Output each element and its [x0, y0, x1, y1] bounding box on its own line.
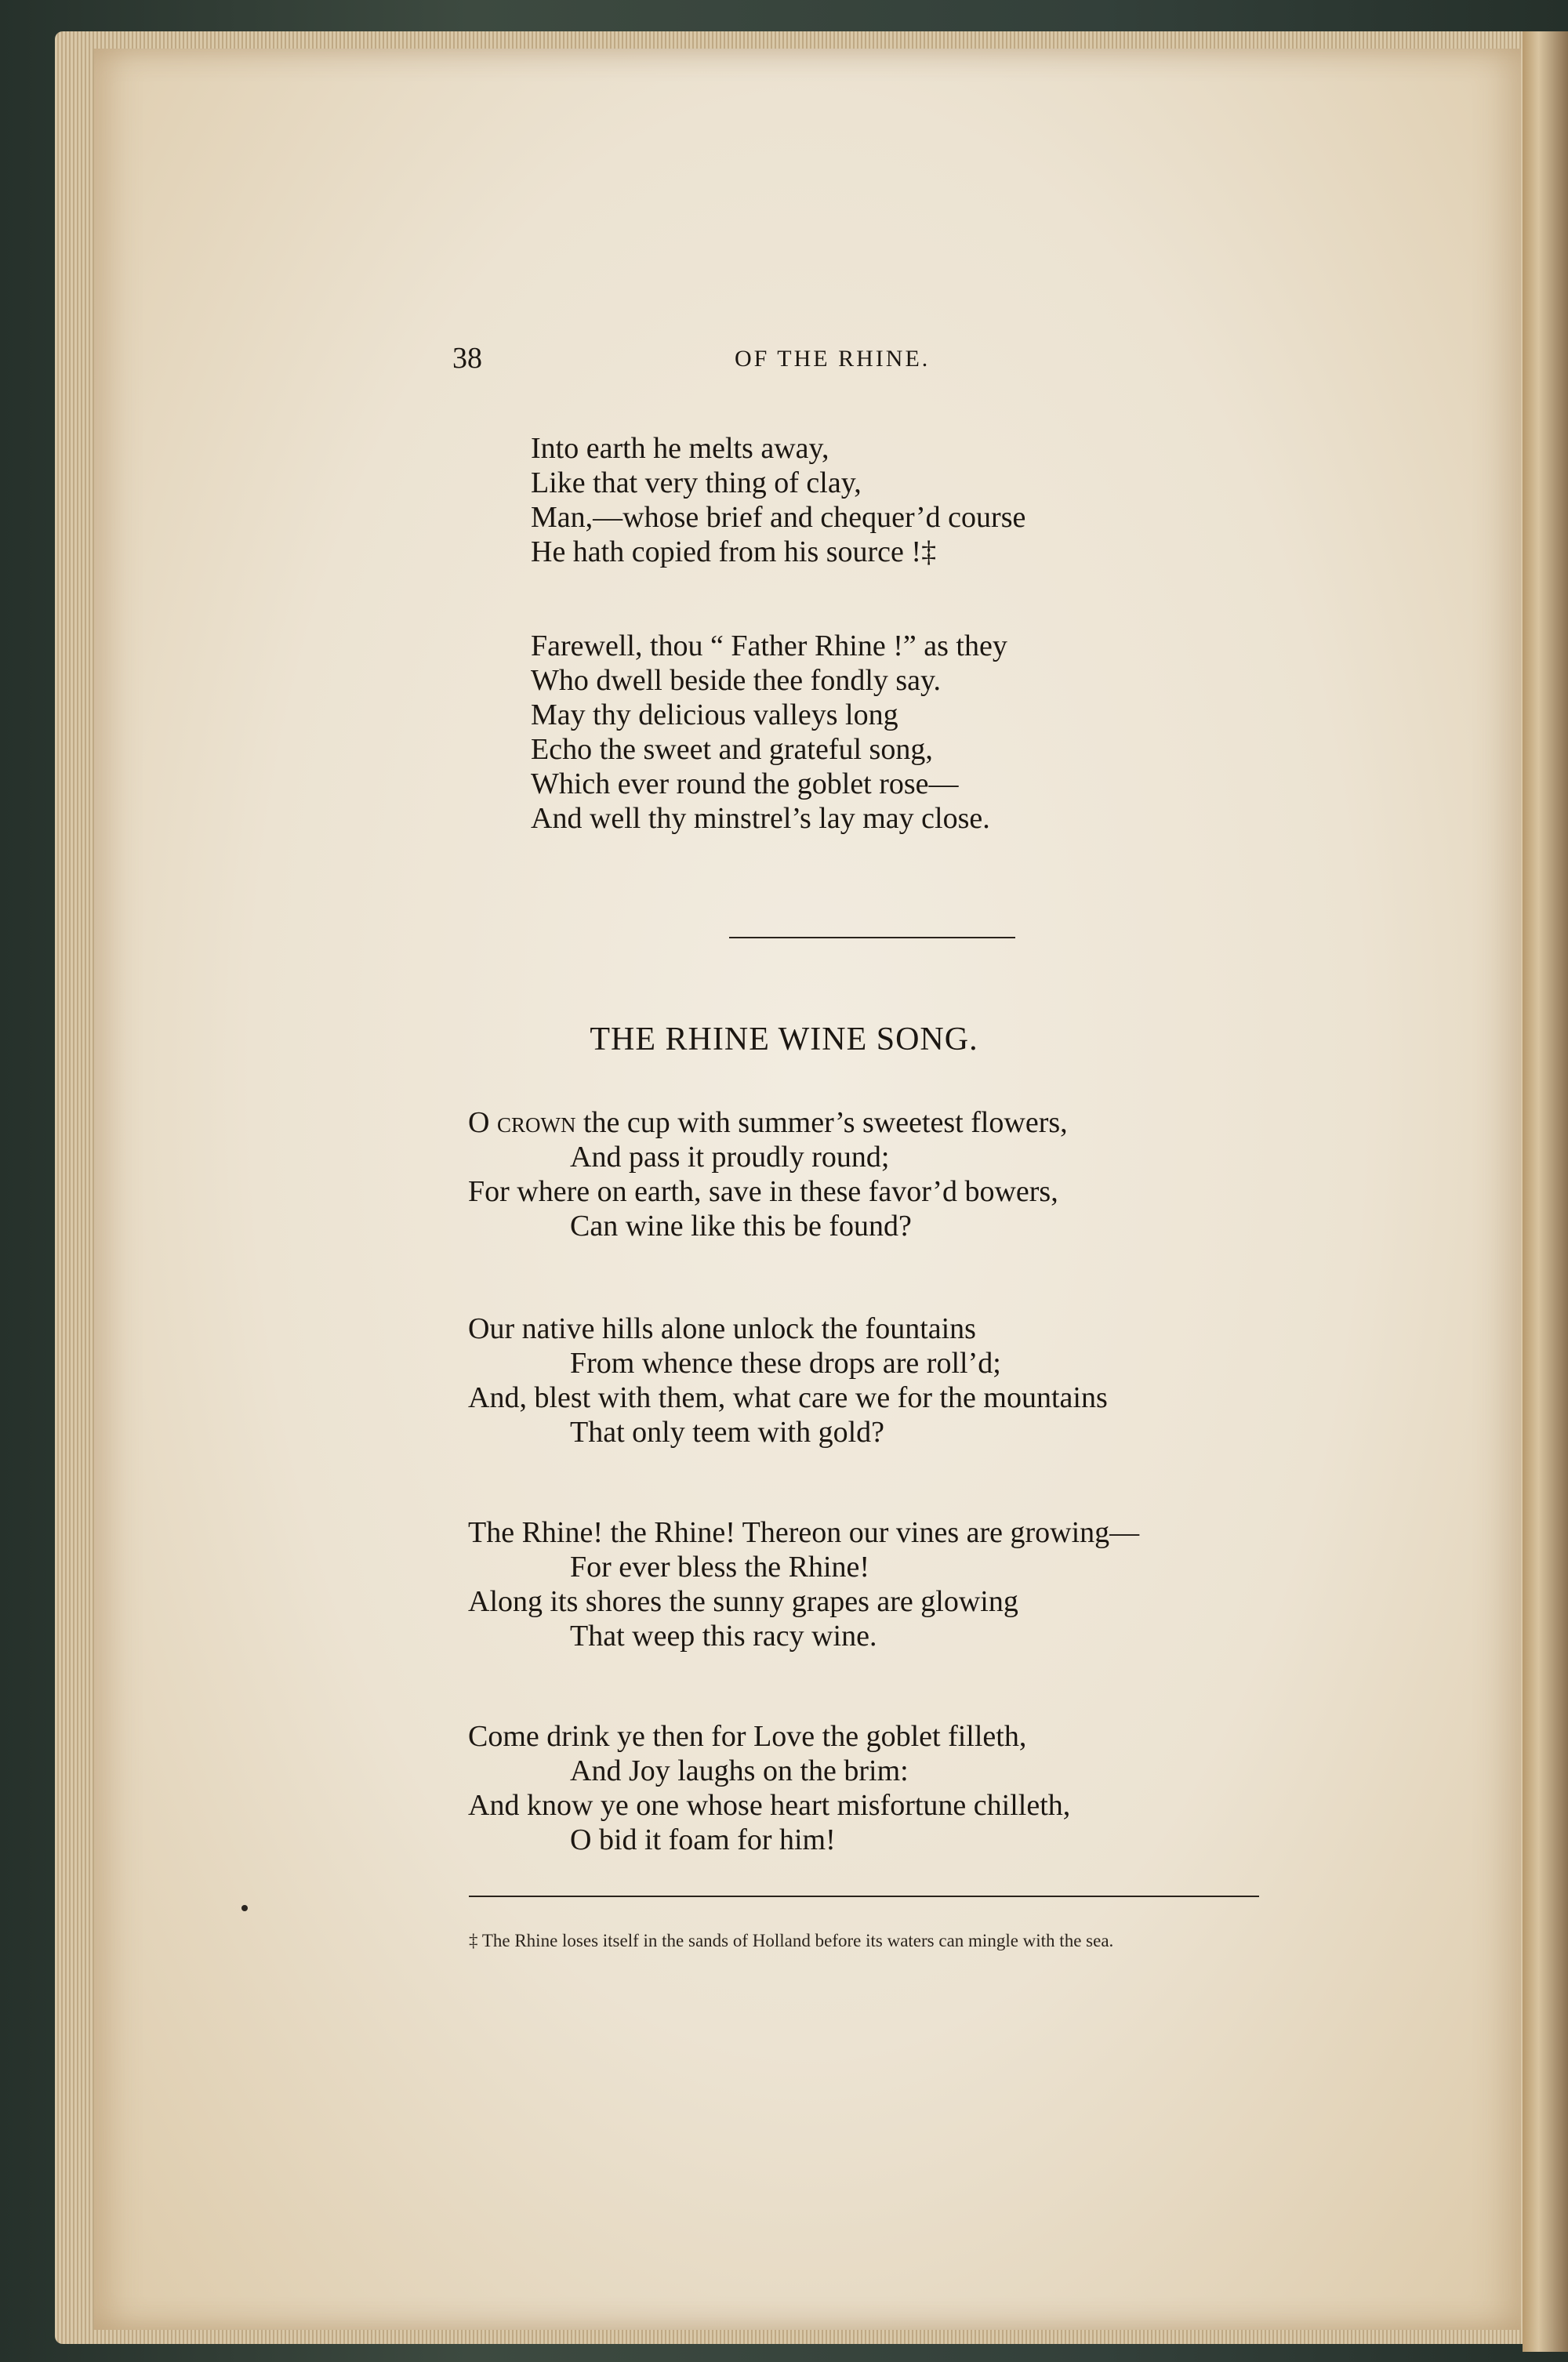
poem-line: And well thy minstrel’s lay may close.: [531, 802, 990, 835]
song-line: And Joy laughs on the brim:: [570, 1754, 909, 1787]
poem-line: Farewell, thou “ Father Rhine !” as they: [531, 630, 1007, 662]
first-line-rest: the cup with summer’s sweetest flowers,: [575, 1106, 1068, 1139]
first-word-smallcaps: crown: [496, 1106, 576, 1139]
song-line: That only teem with gold?: [570, 1416, 885, 1449]
song-line: And know ye one whose heart misfortune chilleth,: [468, 1789, 1071, 1822]
poem-line: May thy delicious valleys long: [531, 698, 898, 731]
footnote: ‡ The Rhine loses itself in the sands of Holland before its waters can mingle with the sea.: [469, 1931, 1114, 1950]
running-head: OF THE RHINE.: [735, 346, 931, 372]
poem-line: Man,—whose brief and chequer’d course: [531, 501, 1026, 534]
song-first-line: [468, 1105, 1068, 1140]
poem-stanza-2: [531, 629, 1007, 836]
page-header: [452, 341, 1260, 388]
song-line: Along its shores the sunny grapes are glowing: [468, 1585, 1018, 1618]
song-stanza-1: [468, 1105, 1068, 1243]
facing-page-edge: [1523, 31, 1568, 2352]
song-line: Come drink ye then for Love the goblet filleth,: [468, 1720, 1027, 1753]
song-line: And, blest with them, what care we for the mountains: [468, 1381, 1108, 1414]
song-line: That weep this racy wine.: [570, 1620, 877, 1653]
poem-line: Like that very thing of clay,: [531, 466, 862, 499]
song-stanza-3: [468, 1515, 1139, 1653]
ink-spot: [241, 1905, 248, 1911]
song-stanza-4: [468, 1719, 1070, 1857]
page-number: 38: [452, 342, 482, 375]
song-line: The Rhine! the Rhine! Thereon our vines are growing—: [468, 1516, 1140, 1549]
poem-line: Echo the sweet and grateful song,: [531, 733, 933, 766]
poem-stanza-1: [531, 431, 1025, 569]
song-line: For ever bless the Rhine!: [570, 1551, 870, 1584]
song-line: Can wine like this be found?: [570, 1210, 912, 1243]
song-line: For where on earth, save in these favor’d bowers,: [468, 1175, 1058, 1208]
song-line: From whence these drops are roll’d;: [570, 1347, 1001, 1380]
song-stanza-2: [468, 1312, 1108, 1449]
poem-line: Which ever round the goblet rose—: [531, 767, 959, 800]
song-line: And pass it proudly round;: [570, 1141, 890, 1174]
first-word-initial: O: [468, 1106, 497, 1139]
song-line: Our native hills alone unlock the fountains: [468, 1312, 976, 1345]
poem-line: He hath copied from his source !‡: [531, 535, 937, 568]
song-line: O bid it foam for him!: [570, 1823, 836, 1856]
poem-line: Into earth he melts away,: [531, 432, 829, 465]
poem-line: Who dwell beside thee fondly say.: [531, 664, 942, 697]
section-divider: [729, 937, 1015, 938]
song-title: THE RHINE WINE SONG.: [590, 1021, 978, 1058]
footnote-rule: [469, 1896, 1259, 1897]
